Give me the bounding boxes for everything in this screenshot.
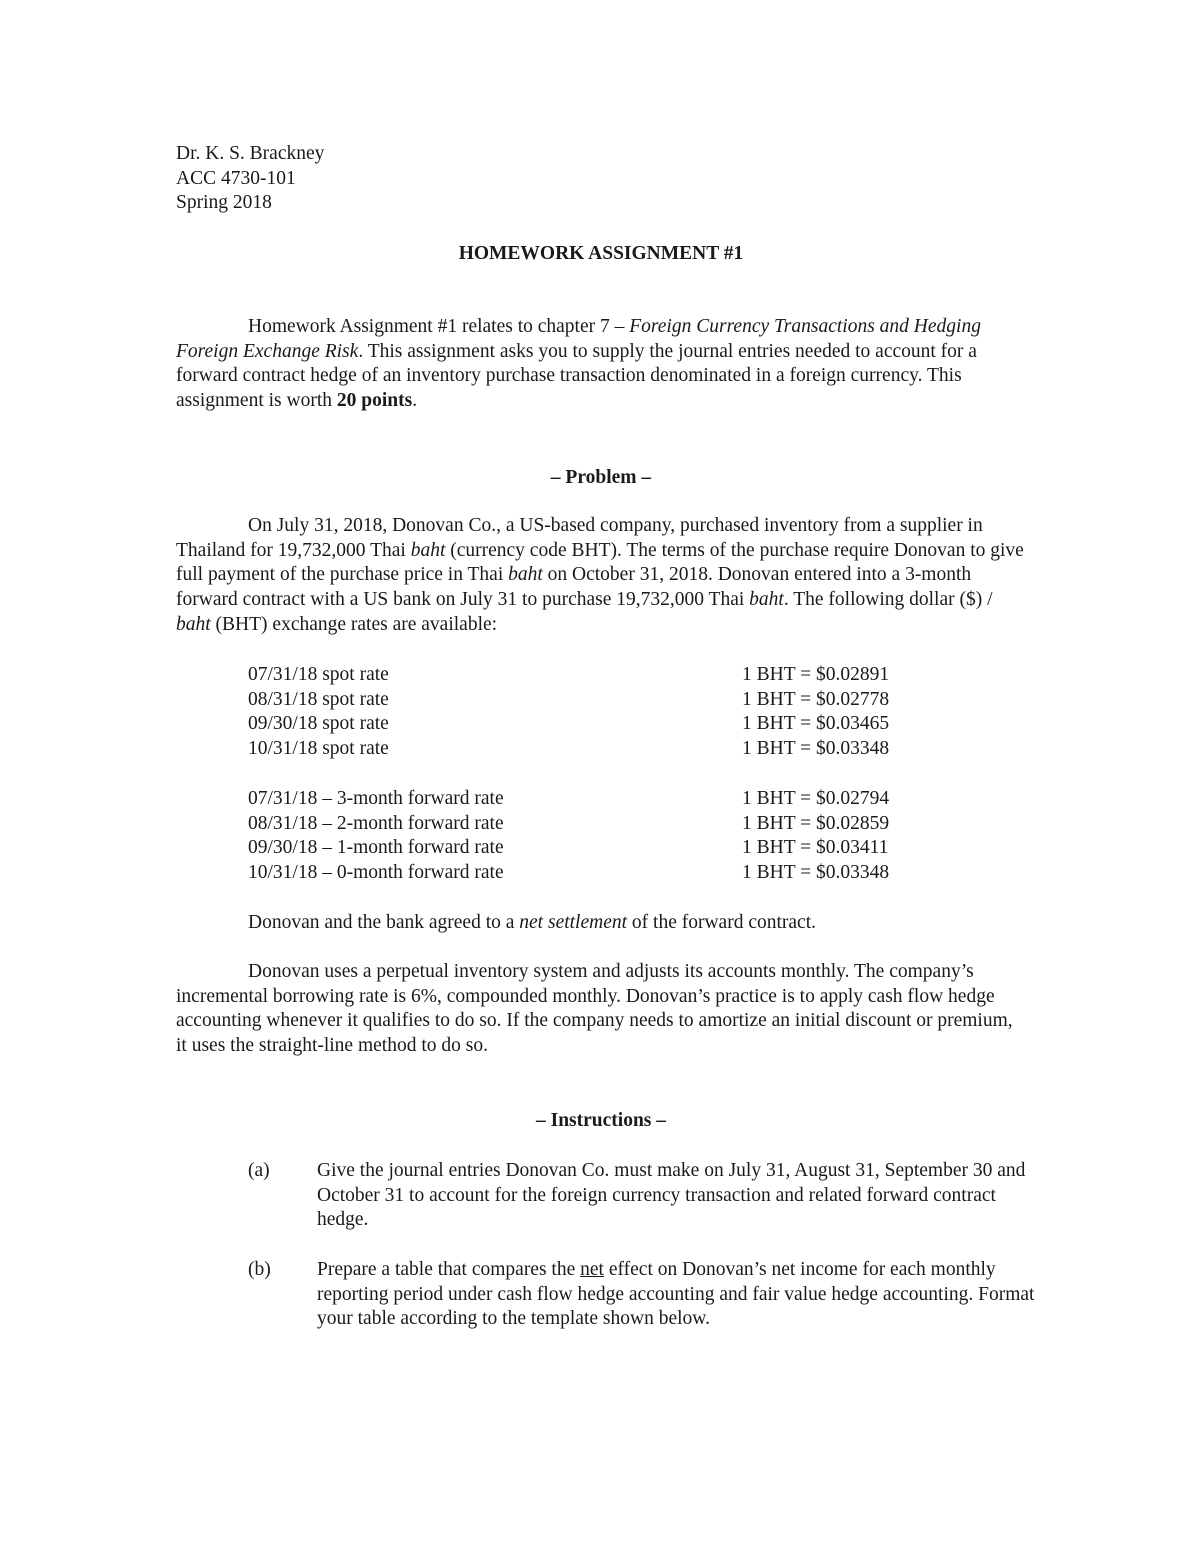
instruction-text: Give the journal entries Donovan Co. must make on July 31, August 31, September 30 and October 31 to account for the foreign currency transaction and related forward contract hedge.	[317, 1160, 1026, 1231]
instruction-letter: (b)	[248, 1259, 271, 1280]
rate-label: 10/31/18 spot rate	[248, 738, 389, 760]
rate-row	[248, 712, 948, 737]
rate-row	[248, 663, 948, 688]
problem-text-4: . The following dollar ($) /	[783, 589, 993, 611]
baht-term: baht	[749, 589, 784, 611]
rate-label: 09/30/18 – 1-month forward rate	[248, 837, 504, 859]
problem-paragraph	[176, 514, 1026, 638]
term: Spring 2018	[176, 192, 272, 214]
rate-value: 1 BHT = $0.02859	[742, 812, 890, 834]
rate-row	[248, 836, 948, 861]
instructor-name: Dr. K. S. Brackney	[176, 143, 325, 164]
instruction-item-b	[248, 1258, 1035, 1333]
rate-value: 1 BHT = $0.02778	[742, 688, 890, 710]
rate-value: 1 BHT = $0.03411	[742, 837, 889, 859]
rate-label: 07/31/18 spot rate	[248, 664, 389, 685]
rate-row	[248, 688, 948, 713]
settlement-paragraph	[176, 911, 1026, 936]
settlement-text-2: of the forward contract.	[627, 912, 817, 933]
rate-label: 07/31/18 – 3-month forward rate	[248, 788, 504, 809]
instruction-letter: (a)	[248, 1160, 270, 1181]
net-settlement-term: net settlement	[519, 912, 628, 933]
course-code: ACC 4730-101	[176, 167, 296, 189]
inventory-paragraph: Donovan uses a perpetual inventory system and adjusts its accounts monthly. The company’s incremental borrowing rate is 6%, compounded monthly. Donovan’s practice is to apply cash flow hedge accounting whenever it qualifies to do so. If the company needs to amortize an initial discount or premium, it uses the straight-line method to do so.	[176, 961, 1013, 1057]
instruction-text-pre: Prepare a table that compares the	[317, 1259, 581, 1280]
rate-value: 1 BHT = $0.03465	[742, 713, 890, 735]
rate-row	[248, 737, 948, 762]
rate-label: 10/31/18 – 0-month forward rate	[248, 862, 504, 884]
baht-term: baht	[176, 613, 211, 635]
instruction-text-post: effect on Donovan’s net income for each monthly reporting period under cash flow hedge accounting and fair value hedge accounting. Format your table according to the template shown below.	[317, 1259, 1035, 1330]
problem-text-2: (currency code BHT). The terms of the purchase require Donovan to give full payment of the purchase price in Thai	[176, 539, 1024, 586]
rate-value: 1 BHT = $0.03348	[742, 738, 890, 760]
rate-row	[248, 787, 948, 812]
instructions-heading: – Instructions –	[535, 1110, 667, 1131]
rate-value: 1 BHT = $0.02794	[742, 788, 890, 809]
instruction-text	[317, 1258, 1037, 1332]
points-value: 20 points	[336, 390, 413, 412]
page-title: HOMEWORK ASSIGNMENT #1	[458, 243, 744, 264]
chapter-title: Foreign Currency Transactions and Hedging Foreign Exchange Risk	[176, 316, 981, 362]
baht-term: baht	[508, 564, 543, 586]
rate-value: 1 BHT = $0.03348	[742, 862, 890, 884]
settlement-text-1: Donovan and the bank agreed to a	[248, 912, 520, 933]
header-block	[176, 142, 1026, 216]
intro-paragraph	[176, 315, 1026, 414]
baht-term: baht	[410, 539, 446, 561]
spot-rates-table	[248, 663, 948, 762]
instruction-item-a	[248, 1159, 1028, 1234]
forward-rates-table	[248, 787, 948, 886]
problem-heading: – Problem –	[550, 467, 652, 488]
problem-text-3: on October 31, 2018. Donovan entered into a 3-month forward contract with a US bank on July 31 to purchase 19,732,000 Thai	[176, 564, 972, 611]
rate-label: 08/31/18 – 2-month forward rate	[248, 812, 504, 834]
intro-text-1: Homework Assignment #1 relates to chapter 7 –	[248, 316, 630, 337]
problem-text-1: On July 31, 2018, Donovan Co., a US-based company, purchased inventory from a supplier in Thailand for 19,732,000 Thai	[176, 515, 983, 561]
rate-label: 09/30/18 spot rate	[248, 713, 389, 735]
net-underlined-term: net	[580, 1259, 604, 1280]
rate-label: 08/31/18 spot rate	[248, 688, 389, 710]
problem-text-5: (BHT) exchange rates are available:	[210, 613, 498, 635]
intro-text-3: .	[412, 390, 418, 412]
intro-text-2: . This assignment asks you to supply the journal entries needed to account for a forward contract hedge of an inventory purchase transaction denominated in a foreign currency. This assignment is worth	[176, 340, 977, 412]
rate-value: 1 BHT = $0.02891	[742, 664, 890, 685]
rate-row	[248, 861, 948, 886]
rate-row	[248, 812, 948, 837]
